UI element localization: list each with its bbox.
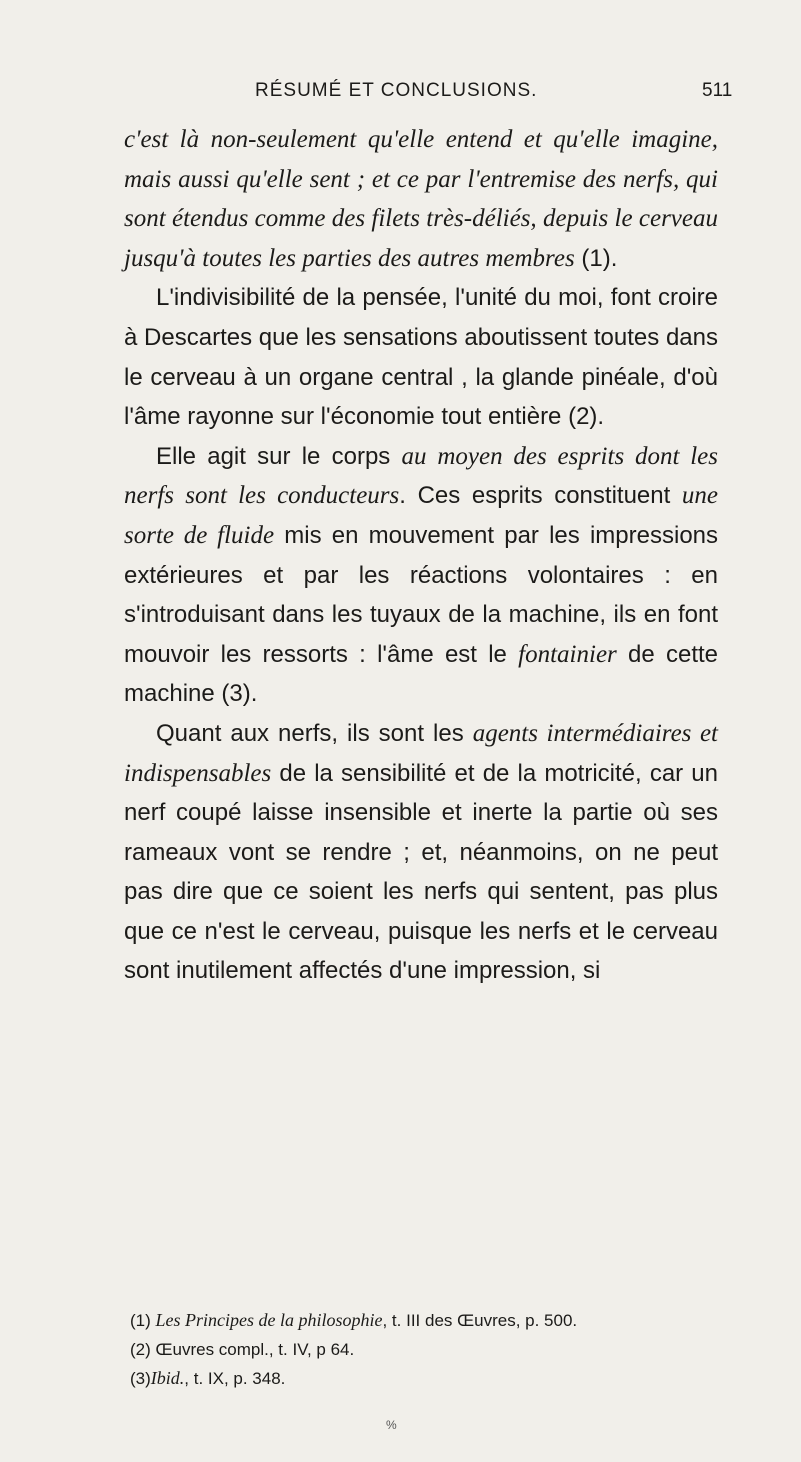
footnote-text: , t. IX, p. 348.: [184, 1369, 286, 1388]
footnote-2: [130, 1335, 718, 1364]
italic-phrase: fontainier: [518, 640, 617, 668]
footnote-number: (1): [130, 1311, 156, 1330]
text-run: mis en mouvement par les impressions extérieures et par les réactions volontaires : en s'introduisant dans les tuyaux de la machine, ils en font mouvoir les ressorts : l'âme est le: [124, 521, 719, 668]
footnote-number: (2): [130, 1340, 156, 1359]
paragraph-3: [124, 437, 718, 714]
text-run: Elle agit sur le corps: [156, 442, 402, 470]
text-run: Quant aux nerfs, ils sont les: [156, 719, 473, 747]
footnote-title: Ibid.: [150, 1368, 185, 1388]
printer-mark: %: [386, 1418, 397, 1432]
footnotes: [130, 1306, 718, 1393]
page-number: 511: [702, 80, 733, 101]
footnote-title: Les Principes de la philosophie: [155, 1310, 383, 1330]
running-head: [0, 80, 801, 110]
body-text: [124, 120, 718, 991]
italic-phrase: au moyen des esprits dont les nerfs sont les conducteurs: [124, 442, 719, 510]
footnote-number: (3): [130, 1369, 151, 1388]
text-run: de cette machine (3).: [124, 640, 719, 708]
footnote-1: [130, 1306, 718, 1335]
footnote-ref-1: (1).: [574, 244, 618, 272]
italic-phrase: une sorte de fluide: [124, 482, 719, 549]
italic-quote: c'est là non-seulement qu'elle entend et qu'elle imagine, mais aussi qu'elle sent ; et ce par l'entremise des nerfs, qui sont étendus comme des filets très-déliés, depuis le cerveau jusqu'à toutes les parties des autres membres: [124, 126, 718, 272]
running-title: RÉSUMÉ ET CONCLUSIONS.: [255, 80, 538, 101]
footnote-text: Œuvres compl., t. IV, p 64.: [155, 1340, 355, 1359]
text-run: de la sensibilité et de la motricité, car un nerf coupé laisse insensible et inerte la partie où ses rameaux vont se rendre ; et, néanmoins, on ne peut pas dire que ce soient les nerfs qui sentent, pas plus que ce n'est le cerveau, puisque les nerfs et le cerveau sont inutilement affectés d'une impression, si: [124, 759, 718, 985]
paragraph-1: [124, 120, 718, 278]
footnote-text: , t. III des Œuvres, p. 500.: [382, 1311, 578, 1330]
paragraph-2: L'indivisibilité de la pensée, l'unité du moi, font croire à Descartes que les sensations aboutissent toutes dans le cerveau à un organe central , la glande pinéale, d'où l'âme rayonne sur l'économie tout entière (2).: [124, 284, 718, 431]
footnote-3: [130, 1364, 718, 1393]
paragraph-4: [124, 714, 718, 991]
italic-phrase: agents intermédiaires et indispensables: [124, 719, 719, 787]
text-run: . Ces esprits constituent: [399, 482, 682, 510]
